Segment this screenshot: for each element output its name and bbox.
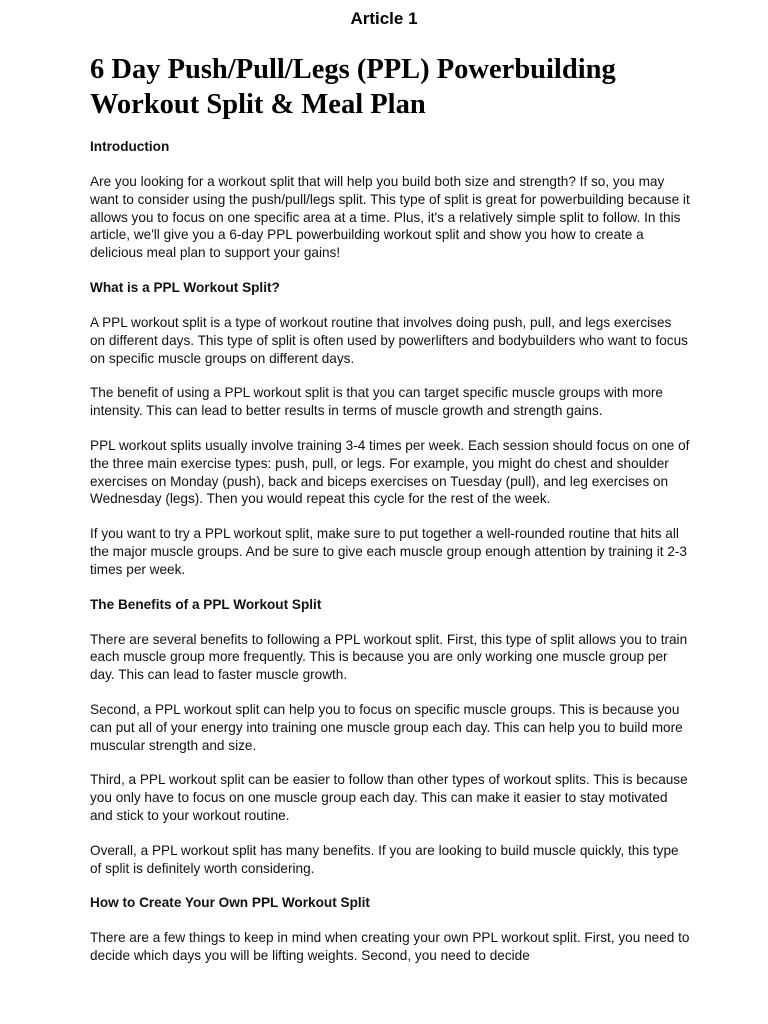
paragraph-what-is-2: The benefit of using a PPL workout split is that you can target specific muscle groups with more intensity. This can lead to better results in terms of muscle growth and strength gains. [90,385,663,419]
document-title [90,52,690,122]
paragraph-what-is-3: PPL workout splits usually involve training 3-4 times per week. Each session should focus on one of the three main exercise types: push, pull, or legs. For example, you might do chest and shoulder exercises on Monday (push), back and biceps exercises on Tuesday (pull), and leg exercises on Wednesday (legs). Then you would repeat this cycle for the rest of the week. [90,437,690,507]
paragraph-benefits-4: Overall, a PPL workout split has many benefits. If you are looking to build muscle quickly, this type of split is definitely worth considering. [90,842,679,876]
heading-what-is-ppl: What is a PPL Workout Split? [90,279,280,295]
article-label: Article 1 [350,9,418,28]
paragraph-what-is-1: A PPL workout split is a type of workout routine that involves doing push, pull, and legs exercises on different days. This type of split is often used by powerlifters and bodybuilders who want to focus on specific muscle groups on different days. [90,314,688,366]
paragraph-what-is-4: If you want to try a PPL workout split, make sure to put together a well-rounded routine that hits all the major muscle groups. And be sure to give each muscle group enough attention by training it 2-3 times per week. [90,526,687,577]
paragraph-introduction: Are you looking for a workout split that will help you build both size and strength? If so, you may want to consider using the push/pull/legs split. This type of split is great for powerbuilding because it allows you to focus on one specific area at a time. Plus, it's a relatively simple split to follow. In this article, we'll give you a 6-day PPL powerbuilding workout split and show you how to create a delicious meal plan to support your gains! [90,174,690,261]
heading-introduction: Introduction [90,139,170,154]
title-line-1: 6 Day Push/Pull/Legs (PPL) Powerbuilding [90,54,616,85]
paragraph-benefits-2: Second, a PPL workout split can help you to focus on specific muscle groups. This is because you can put all of your energy into training one muscle group each day. This can help you to build more muscular strength and size. [90,701,683,753]
paragraph-how-to-1: There are a few things to keep in mind when creating your own PPL workout split. First, you need to decide which days you will be lifting weights. Second, you need to decide [90,930,690,964]
heading-how-to-create: How to Create Your Own PPL Workout Split [90,895,370,911]
paragraph-benefits-3: Third, a PPL workout split can be easier to follow than other types of workout splits. This is because you only have to focus on one muscle group each day. This can make it easier to stay motivated and stick to your workout routine. [90,772,688,823]
title-line-2: Workout Split & Meal Plan [90,89,426,120]
article-body [90,52,690,982]
paragraph-benefits-1: There are several benefits to following a PPL workout split. First, this type of split allows you to train each muscle group more frequently. This is because you are only working one muscle group per day. This can lead to faster muscle growth. [90,631,688,683]
heading-benefits: The Benefits of a PPL Workout Split [90,596,322,612]
